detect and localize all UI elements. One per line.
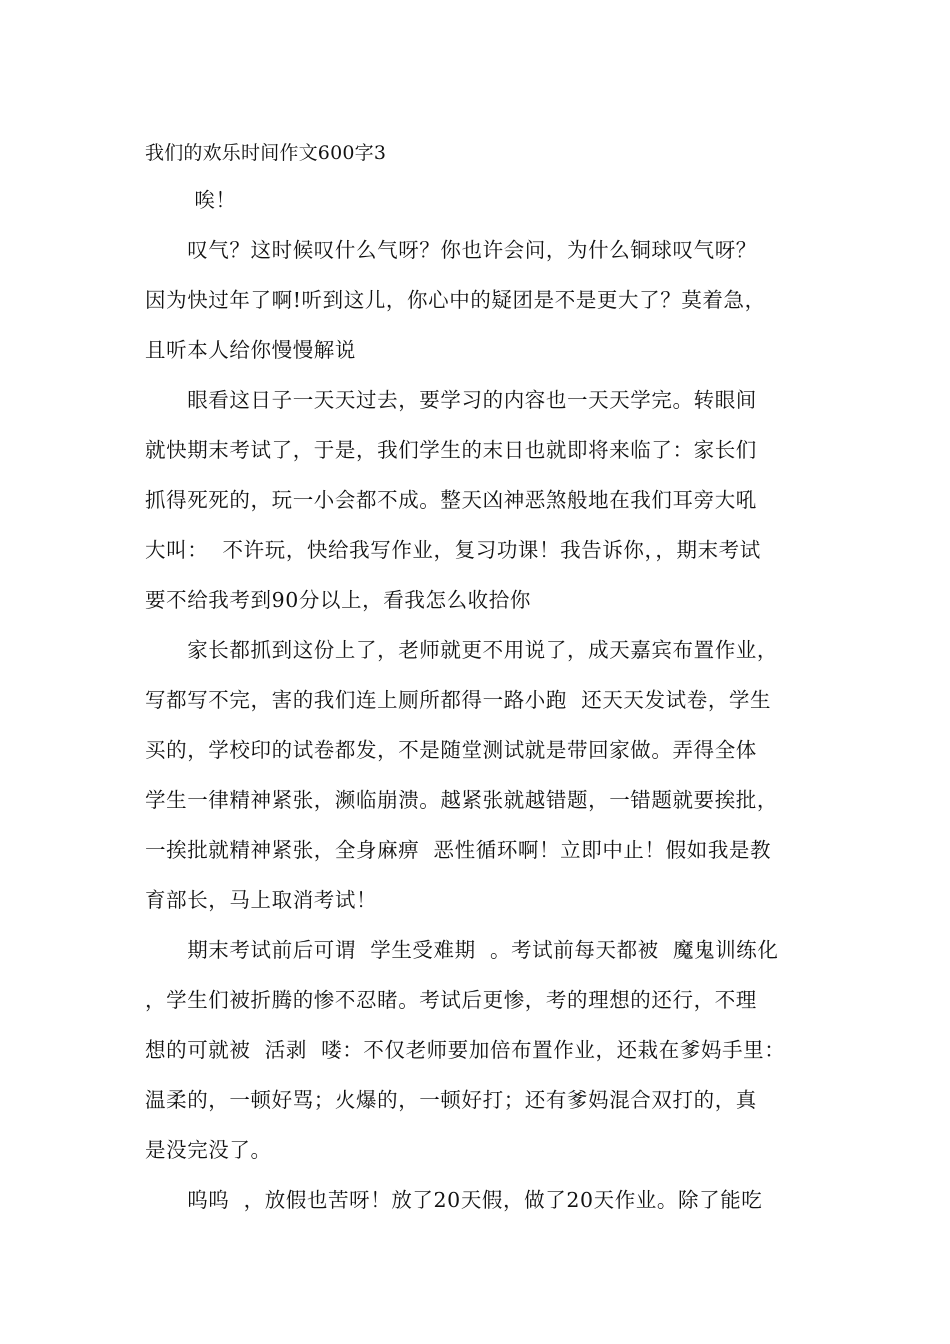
text-line: 就快期末考试了，于是，我们学生的末日也就即将来临了：家长们 — [145, 438, 757, 462]
text-line: 写都写不完，害的我们连上厕所都得一路小跑 还天天发试卷，学生 — [145, 688, 772, 712]
text-line: 学生一律精神紧张，濒临崩溃。越紧张就越错题，一错题就要挨批， — [145, 788, 778, 812]
text-line: 要不给我考到90分以上，看我怎么收拾你 — [145, 588, 531, 612]
text-line: 家长都抓到这份上了，老师就更不用说了，成天嘉宾布置作业， — [145, 638, 778, 662]
text-line: 一挨批就精神紧张，全身麻痹 恶性循环啊！立即中止！假如我是教 — [145, 838, 772, 862]
text-line: 唉！ — [145, 188, 237, 212]
text-line: 温柔的，一顿好骂；火爆的，一顿好打；还有爹妈混合双打的，真 — [145, 1088, 757, 1112]
text-line: 叹气？这时候叹什么气呀？你也许会问，为什么铜球叹气呀？ — [145, 238, 757, 262]
text-line: 期末考试前后可谓 学生受难期 。考试前每天都被 魔鬼训练化 — [145, 938, 779, 962]
document-title: 我们的欢乐时间作文600字3 — [145, 142, 387, 164]
text-line: 呜呜 ，放假也苦呀！放了20天假，做了20天作业。除了能吃 — [145, 1188, 763, 1212]
text-line: 因为快过年了啊!听到这儿，你心中的疑团是不是更大了？莫着急， — [145, 288, 766, 312]
text-line: 育部长，马上取消考试！ — [145, 888, 378, 912]
text-line: 想的可就被 活剥 喽：不仅老师要加倍布置作业，还栽在爹妈手里： — [145, 1038, 786, 1062]
text-line: 且听本人给你慢慢解说 — [145, 338, 356, 362]
text-line: 买的，学校印的试卷都发，不是随堂测试就是带回家做。弄得全体 — [145, 738, 757, 762]
text-line: ，学生们被折腾的惨不忍睹。考试后更惨，考的理想的还行，不理 — [145, 988, 757, 1012]
text-line: 抓得死死的，玩一小会都不成。整天凶神恶煞般地在我们耳旁大吼 — [145, 488, 757, 512]
text-line: 大叫： 不许玩，快给我写作业，复习功课！我告诉你，，期末考试 — [145, 538, 761, 562]
text-line: 是没完没了。 — [145, 1138, 272, 1162]
text-line: 眼看这日子一天天过去，要学习的内容也一天天学完。转眼间 — [145, 388, 757, 412]
